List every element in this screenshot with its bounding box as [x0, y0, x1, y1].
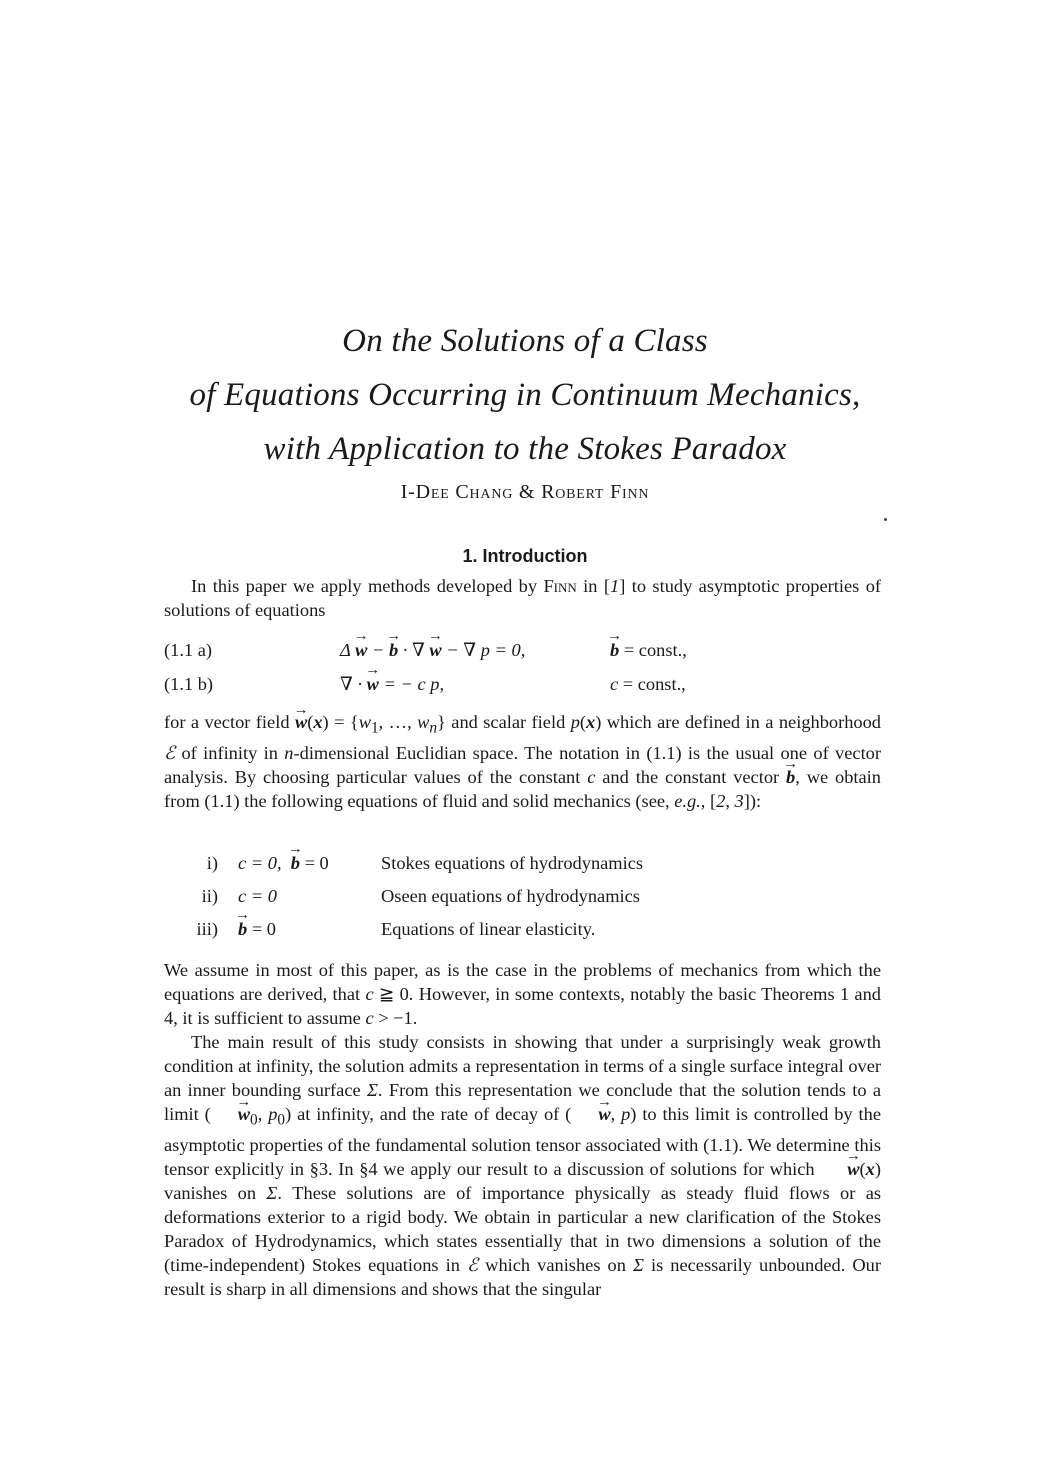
equation-body: ∇ · → w = − c p,	[340, 674, 444, 695]
case-description: Equations of linear elasticity.	[381, 919, 596, 939]
case-number: i)	[206, 853, 218, 873]
equation-body: Δ → w − → b · ∇ → w − ∇ p = 0,	[340, 640, 525, 661]
equation-label: (1.1 a)	[164, 640, 212, 660]
intro-paragraph-3: We assume in most of this paper, as is the case in the problems of mechanics from which the equations are derived, that c ≧ 0. However, in some contexts, notably the basic Theorems 1 and 4, it is sufficient to assume c > −1.	[164, 960, 881, 1028]
title-line-3: with Application to the Stokes Paradox	[263, 431, 787, 467]
title-line-2: of Equations Occurring in Continuum Mechanics,	[189, 377, 861, 413]
section-heading: 1. Introduction	[462, 546, 588, 566]
case-condition: → b = 0	[238, 919, 276, 940]
margin-dot	[884, 518, 887, 521]
case-condition: c = 0	[238, 886, 277, 906]
case-number: iii)	[196, 919, 218, 939]
intro-paragraph-1: In this paper we apply methods developed by Finn in [1] to study asymptotic properties of solutions of equations	[164, 576, 882, 620]
authors: I-Dee Chang & Robert Finn	[400, 481, 650, 503]
case-description: Stokes equations of hydrodynamics	[381, 853, 644, 873]
title-line-1: On the Solutions of a Class	[342, 323, 708, 359]
equation-condition: c = const.,	[610, 674, 686, 694]
equation-condition: → b = const.,	[610, 640, 687, 661]
intro-paragraph-2: for a vector field → $w(x) = \{w_1$, …, $w_n$} and scalar field p(x) which are defined in a neighborhood ℰ of infinity in n-dimensional Euclidian space. The notation in (1.1) is the usual one of vector analysis. By choosing particular values of the constant c and the constant vector → b, we obtain from (1.1) the following equations of fluid and solid mechanics (see, e.g., [2, 3]):	[164, 710, 881, 813]
case-description: Oseen equations of hydrodynamics	[381, 886, 640, 906]
intro-paragraph-4: The main result of this study consists in showing that under a surprisingly weak growth condition at infinity, the solution admits a representation in terms of a single surface integral over an inner bounding surface Σ. From this representation we conclude that the solution tends to a limit (→ $w_0$, $p_0$) at infinity, and the rate of decay of (→ w, p) to this limit is controlled by the asymptotic properties of the fundamental solution tensor associated with (1.1). We determine this tensor explicitly in §3. In §4 we apply our result to a discussion of solutions for which → w(x) vanishes on Σ. These solutions are of importance physically as steady fluid flows or as deformations exterior to a rigid body. We obtain in particular a new clarification of the Stokes Paradox of Hydrodynamics, which states essentially that in two dimensions a solution of the (time-independent) Stokes equations in ℰ which vanishes on Σ is necessarily unbounded. Our result is sharp in all dimensions and shows that the singular	[164, 1030, 881, 1301]
equation-label: (1.1 b)	[164, 674, 214, 694]
case-number: ii)	[201, 886, 218, 906]
paper-title	[0, 314, 1050, 476]
case-condition: c = 0, → b = 0	[238, 853, 329, 874]
